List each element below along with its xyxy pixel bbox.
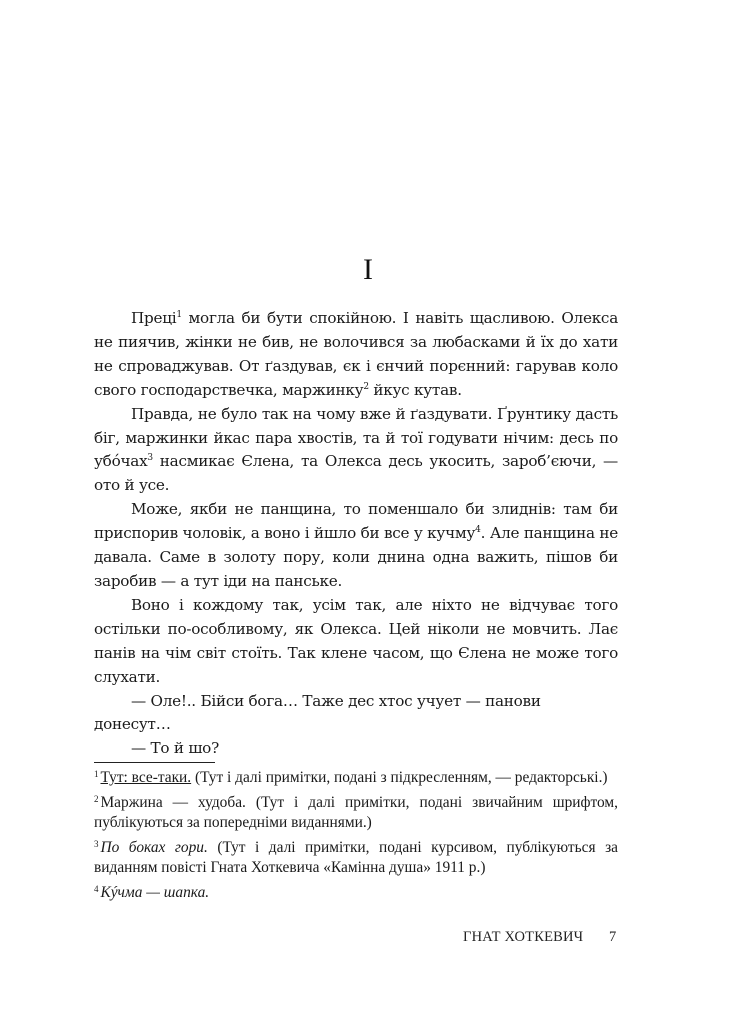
page-number: 7 xyxy=(609,929,617,945)
paragraph xyxy=(94,403,618,499)
footnote-number: 1 xyxy=(94,769,99,779)
text-run: Може, якби не панщина, то поменшало би злиднів: там би приспорив чоловік, а воно і йшло би все у кучму xyxy=(94,500,618,543)
text-run: Преці xyxy=(131,309,177,327)
text-run: . Але панщина не давала. Саме в золоту пору, коли днина одна важить, пішов би заробив — а тут іди на панське. xyxy=(94,524,618,590)
italic-text: По боках гори. xyxy=(100,839,208,856)
text-run: Маржина — худоба. (Тут і далі примітки, подані звичайним шрифтом, публікуються за попередніми виданнями.) xyxy=(94,794,618,831)
footnote-ref[interactable]: 2 xyxy=(363,381,369,392)
text-run: (Тут і далі примітки, подані курсивом, публікуються за виданням повісті Гната Хоткевича «Камінна душа» 1911 р.) xyxy=(94,839,618,876)
underlined-text: Тут: все-таки. xyxy=(100,769,192,786)
text-run: Воно і кождому так, усім так, але ніхто не відчуває того остільки по-особливому, як Олекса. Цей ніколи не мовчить. Лає панів на чім світ стоїть. Так клене часом, що Єлена не може того слухати. xyxy=(94,595,618,686)
footnote-ref[interactable]: 1 xyxy=(176,310,182,320)
footnote xyxy=(94,768,618,788)
footnote-ref[interactable]: 4 xyxy=(475,525,481,536)
text-run: могла би бути спокійною. І навіть щасливою. Олекса не пиячив, жінки не бив, не волочився за любасками й їх до хати не спроваджував. От ґаздував, єк і єнчий порєнний: гарував коло свого господарствечка, маржинку xyxy=(94,309,618,399)
chapter-heading: I xyxy=(363,253,373,286)
body-text xyxy=(94,307,618,761)
footnote xyxy=(94,838,618,878)
text-run: — Оле!.. Бійси бога… Таже дес хтос учует — панови донесут… xyxy=(94,691,541,734)
footnote-number: 3 xyxy=(94,839,99,849)
footnotes xyxy=(94,768,618,908)
footnote xyxy=(94,793,618,833)
italic-text: Кýчма — шапка. xyxy=(100,884,210,901)
dialog-line xyxy=(94,690,618,738)
running-footer-author: ГНАТ ХОТКЕВИЧ xyxy=(463,929,584,945)
footnote xyxy=(94,883,618,903)
footnote-number: 2 xyxy=(94,794,99,804)
footnote-separator xyxy=(94,762,215,763)
paragraph xyxy=(94,498,618,594)
dialog-line xyxy=(94,737,618,761)
text-run: (Тут і далі примітки, подані з підкресленням, — редакторські.) xyxy=(191,769,608,786)
paragraph xyxy=(94,307,618,403)
text-run: йкус кутав. xyxy=(368,380,462,399)
text-run: Правда, не було так на чому вже й ґаздувати. Ґрунтику дасть біг, маржинки йкас пара хвостів, та й тої годувати нічим: десь по убóчах xyxy=(94,404,618,471)
footnote-ref[interactable]: 3 xyxy=(147,453,153,464)
text-run: насмикає Єлена, та Олекса десь укосить, зароб’єючи, — ото й усе. xyxy=(94,452,618,495)
text-run: — То й шо? xyxy=(131,739,219,758)
footnote-number: 4 xyxy=(94,884,99,894)
paragraph xyxy=(94,594,618,690)
